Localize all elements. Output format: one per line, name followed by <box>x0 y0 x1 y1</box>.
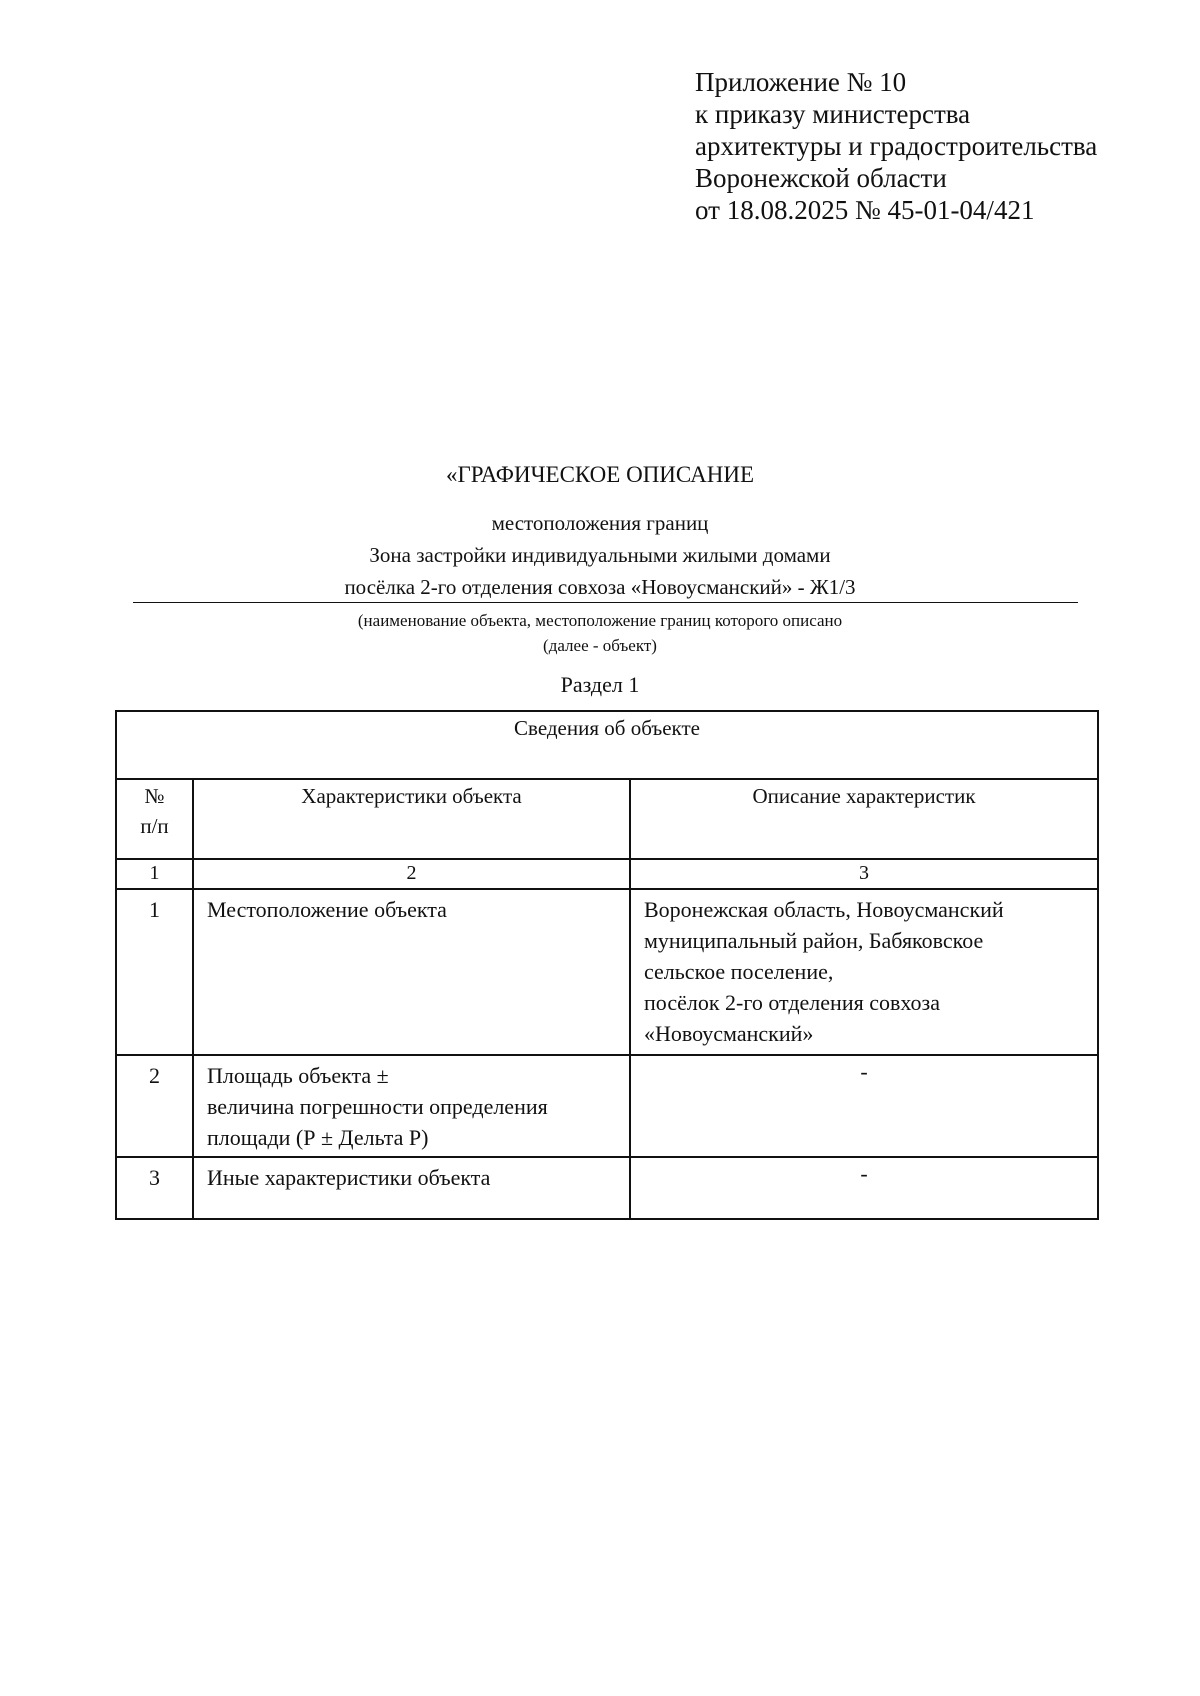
column-header-number <box>116 779 193 859</box>
row-number: 3 <box>116 1157 193 1219</box>
annex-line: к приказу министерства <box>695 99 971 129</box>
column-index-row <box>116 859 1098 889</box>
annex-line: от 18.08.2025 № 45-01-04/421 <box>695 195 1035 225</box>
row-characteristic <box>193 1157 630 1219</box>
subtitle-line: местоположения границ <box>491 511 709 535</box>
caption-line: (далее - объект) <box>543 636 657 655</box>
underline-divider <box>133 602 1078 603</box>
annex-line: Приложение № 10 <box>695 67 907 97</box>
column-header-description: Описание характеристик <box>630 779 1098 859</box>
annex-line: Воронежской области <box>695 163 947 193</box>
cell-line: Площадь объекта ± <box>207 1063 389 1088</box>
table-caption-row <box>116 711 1098 779</box>
table-row <box>116 1055 1098 1157</box>
cell-line: площади (Р ± Дельта Р) <box>207 1125 429 1150</box>
cell-line: величина погрешности определения <box>207 1094 548 1119</box>
row-characteristic <box>193 889 630 1055</box>
row-description <box>630 889 1098 1055</box>
cell-line: посёлок 2-го отделения совхоза <box>644 990 940 1015</box>
section-heading: Раздел 1 <box>560 672 640 697</box>
table-row <box>116 889 1098 1055</box>
cell-line: - <box>860 1059 868 1084</box>
annex-line: архитектуры и градостроительства <box>695 131 1098 161</box>
row-number: 1 <box>116 889 193 1055</box>
annex-header <box>695 66 1097 226</box>
cell-line: сельское поселение, <box>644 959 834 984</box>
cell-line: «Новоусманский» <box>644 1021 814 1046</box>
column-header-characteristics: Характеристики объекта <box>193 779 630 859</box>
cell-line: Местоположение объекта <box>207 897 447 922</box>
column-index: 2 <box>193 859 630 889</box>
cell-line: Воронежская область, Новоусманский <box>644 897 1004 922</box>
table-row <box>116 1157 1098 1219</box>
table-caption: Сведения об объекте <box>116 711 1098 779</box>
row-description <box>630 1055 1098 1157</box>
row-characteristic <box>193 1055 630 1157</box>
object-name-caption <box>0 608 1200 658</box>
subtitle-line: Зона застройки индивидуальными жилыми домами <box>369 543 831 567</box>
number-sign: № <box>144 784 165 808</box>
object-info-table <box>115 710 1099 1220</box>
table-header-row <box>116 779 1098 859</box>
caption-line: (наименование объекта, местоположение границ которого описано <box>357 611 843 630</box>
row-description <box>630 1157 1098 1219</box>
column-index: 1 <box>116 859 193 889</box>
cell-line: Иные характеристики объекта <box>207 1165 491 1190</box>
document-title: «ГРАФИЧЕСКОЕ ОПИСАНИЕ <box>445 462 754 487</box>
cell-line: - <box>860 1161 868 1186</box>
number-abbrev: п/п <box>140 814 169 838</box>
row-number: 2 <box>116 1055 193 1157</box>
column-index: 3 <box>630 859 1098 889</box>
subtitle-line: посёлка 2-го отделения совхоза «Новоусманский» - Ж1/3 <box>344 575 856 599</box>
cell-line: муниципальный район, Бабяковское <box>644 928 984 953</box>
document-subtitle <box>0 507 1200 603</box>
